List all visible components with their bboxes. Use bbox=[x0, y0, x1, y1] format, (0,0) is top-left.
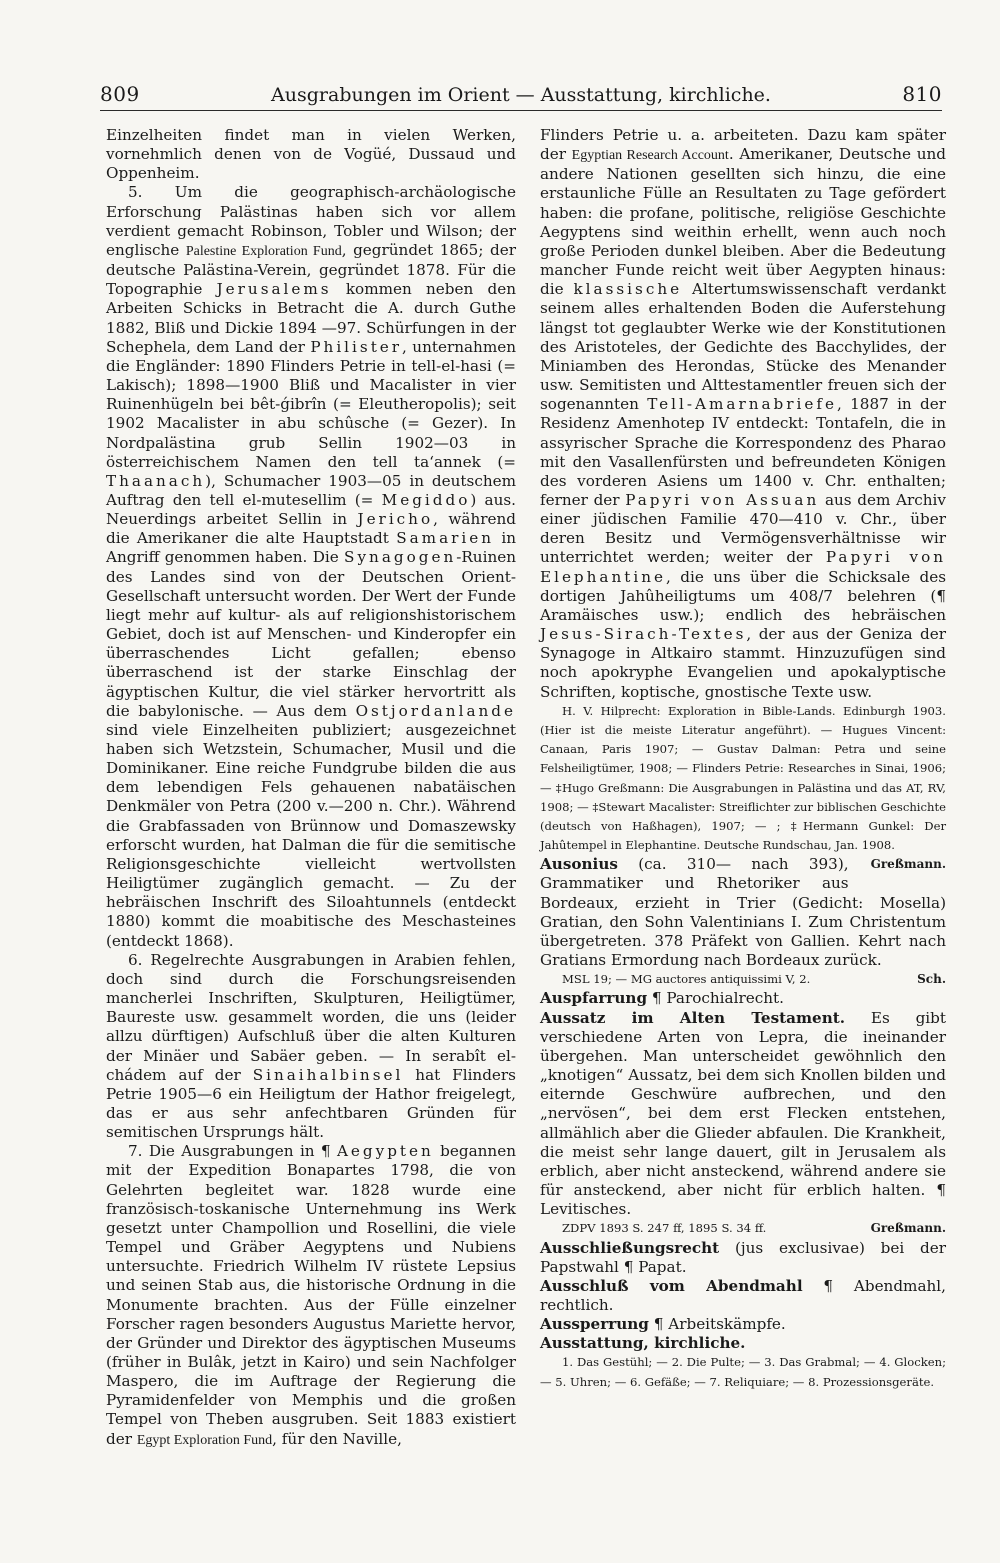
entry-aussperrung: Aussperrung ¶ Arbeitskämpfe. bbox=[540, 1315, 786, 1334]
right-column bbox=[540, 126, 946, 1392]
paragraph-intro: Einzelheiten findet man in vielen Werken, vornehmlich denen von de Vogüé, Dussaud und Oppenheim. bbox=[106, 126, 516, 183]
page-number-right: 810 bbox=[902, 82, 942, 106]
entry-auspfarrung: Auspfarrung ¶ Parochialrecht. bbox=[540, 989, 784, 1008]
literature-ausonius: MSL 19; — MG auctores antiquissimi V, 2. Sch. bbox=[540, 970, 946, 989]
author-signature: Greßmann. bbox=[870, 857, 946, 872]
paragraph-egypt-continued: Flinders Petrie u. a. arbeiteten. Dazu kam später der Egyptian Research Account. Amerikaner, Deutsche und andere Nationen gesellten sich hinzu, die eine erstaunliche Fülle an Resultaten zu Tage gefördert haben: die profane, politische, religiöse Geschichte Aegyptens sind weithin erhellt, wenn auch noch große Perioden dunkel bleiben. Aber die Bedeutung mancher Funde reicht weit über Aegypten hinaus: die klassische Altertumswissenschaft verdankt seinem alles erhaltenden Boden die Auferstehung längst tot geglaubter Werke wie der Konstitutionen des Aristoteles, der Gedichte des Bacchylides, der Miniamben des Herondas, Stücke des Menander usw. Semitisten und Alttestamentler freuen sich der sogenannten Tell-Amarnabriefe, 1887 in der Residenz Amenhotep IV entdeckt: Tontafeln, die in assyrischer Sprache die Korrespondenz des Pharao mit den Vasallenfürsten und befreundeten Königen des vorderen Asiens um 1400 v. Chr. enthalten; ferner der Papyri von Assuan aus dem Archiv einer jüdischen Familie 470—410 v. Chr., über deren Besitz und Vermögensverhältnisse wir unterrichtet werden; weiter der Papyri von Elephantine, die uns über die Schicksale des dortigen Jahûheiligtums um 408/7 belehren (¶ Aramäisches usw.); endlich des hebräischen Jesus-Sirach-Textes, der aus der Geniza der Synagoge in Altkairo stammt. Hinzuzufügen sind noch apokryphe Evangelien und apokalyptische Schriften, koptische, gnostische Texte usw. bbox=[540, 126, 946, 701]
entry-ausonius: Ausonius (ca. 310— nach 393), Grammatiker und Rhetoriker aus Bordeaux, erzieht in Trier (Gedicht: Mosella) Gratian, den Sohn Valentinians I. Zum Christentum übergetreten. 378 Präfekt von Gallien. Kehrt nach Gratians Ermordung nach Bordeaux zurück. bbox=[540, 855, 946, 970]
literature-aussatz: ZDPV 1893 S. 247 ff, 1895 S. 34 ff. Greßmann. bbox=[540, 1219, 946, 1238]
literature-ausgrabungen: H. V. Hilprecht: Exploration in Bible-Lands. Edinburgh 1903. (Hier ist die meiste Literatur angeführt). — Hugues Vincent: Canaan, Paris 1907; — Gustav Dalman: Petra und seine Felsheiligtümer, 1908; — Flinders Petrie: Researches in Sinai, 1906; — ‡Hugo Greßmann: Die Ausgrabungen in Palästina und das AT, RV, 1908; — ‡Stewart Macalister: Streiflichter zur biblischen Geschichte (deutsch von Haßhagen), 1907; — ; ‡Hermann Gunkel: Der Jahûtempel in Elephantine. Deutsche Rundschau, Jan. 1908. Greßmann. bbox=[540, 702, 946, 856]
entry-heading: Ausonius bbox=[540, 855, 618, 874]
running-title: Ausgrabungen im Orient — Ausstattung, kirchliche. bbox=[271, 84, 771, 106]
entry-heading: Auspfarrung bbox=[540, 989, 648, 1008]
author-signature: Sch. bbox=[917, 972, 946, 987]
page-number-left: 809 bbox=[100, 82, 140, 106]
entry-aussatz: Aussatz im Alten Testament. Es gibt verschiedene Arten von Lepra, die ineinander übergehen. Man unterscheidet gewöhnlich den „knotigen“ Aussatz, bei dem sich Knollen bilden und eiternde Geschwüre aufbrechen, und den „nervösen“, bei dem erst Flecken entstehen, allmählich aber die Glieder abfaulen. Die Krankheit, die meist sehr lange dauert, gilt in Jerusalem als erblich, aber nicht ansteckend, während andere sie für ansteckend, aber nicht für erblich halten. ¶ Levitisches. bbox=[540, 1008, 946, 1219]
running-header bbox=[100, 76, 942, 111]
entry-heading: Ausschließungsrecht bbox=[540, 1238, 720, 1257]
entry-heading: Ausstattung, kirchliche. bbox=[540, 1334, 746, 1353]
entry-heading: Aussperrung bbox=[540, 1315, 649, 1334]
entry-heading: Aussatz im Alten Testament. bbox=[540, 1008, 846, 1027]
entry-ausschluss-abendmahl: Ausschluß vom Abendmahl ¶ Abendmahl, rechtlich. bbox=[540, 1276, 946, 1314]
entry-ausschliessungsrecht: Ausschließungsrecht (jus exclusivae) bei der Papstwahl ¶ Papat. bbox=[540, 1238, 946, 1276]
entry-heading: Ausschluß vom Abendmahl bbox=[540, 1276, 803, 1295]
paragraph-section-7: 7. Die Ausgrabungen in ¶ Aegypten begannen mit der Expedition Bonapartes 1798, die von Gelehrten begleitet war. 1828 wurde eine französisch-toskanische Unternehmung ins Werk gesetzt unter Champollion und Rosellini, die viele Tempel und Gräber Aegyptens und Nubiens untersuchte. Friedrich Wilhelm IV rüstete Lepsius und seinen Stab aus, die historische Ordnung in die Monumente brachten. Aus der Fülle einzelner Forscher ragen besonders Augustus Mariette hervor, der Gründer und Direktor des ägyptischen Museums (früher in Bulâk, jetzt in Kairo) und sein Nachfolger Maspero, die im Auftrage der Regierung die Pyramidenfelder von Memphis und die großen Tempel von Theben ausgruben. Seit 1883 existiert der Egypt Exploration Fund, für den Naville, bbox=[106, 1142, 516, 1448]
author-signature: Greßmann. bbox=[870, 1221, 946, 1236]
paragraph-section-5: 5. Um die geographisch-archäologische Erforschung Palästinas haben sich vor allem verdient gemacht Robinson, Tobler und Wilson; der englische Palestine Exploration Fund, gegründet 1865; der deutsche Palästina-Verein, gegründet 1878. Für die Topographie Jerusalems kommen neben den Arbeiten Schicks in Betracht die A. durch Guthe 1882, Bliß und Dickie 1894 —97. Schürfungen in der Schephela, dem Land der Philister, unternahmen die Engländer: 1890 Flinders Petrie in tell-el-hasi (= Lakisch); 1898—1900 Bliß und Macalister in vier Ruinenhügeln bei bêt-ǵibrîn (= Eleutheropolis); seit 1902 Macalister in abu schûsche (= Gezer). In Nordpalästina grub Sellin 1902—03 in österreichischem Namen den tell ta‘annek (= Thaanach), Schumacher 1903—05 in deutschem Auftrag den tell el-mutesellim (= Megiddo) aus. Neuerdings arbeitet Sellin in Jericho, während die Amerikaner die alte Hauptstadt Samarien in Angriff genommen haben. Die Synagogen-Ruinen des Landes sind von der Deutschen Orient-Gesellschaft untersucht worden. Der Wert der Funde liegt mehr auf kultur- als auf religionshistorischem Gebiet, doch ist auf Menschen- und Kinderopfer ein überraschendes Licht gefallen; ebenso überraschend ist der starke Einschlag der ägyptischen Kultur, die viel stärker hervortritt als die babylonische. — Aus dem Ostjordanlande sind viele Einzelheiten publiziert; ausgezeichnet haben sich Wetzstein, Schumacher, Musil und die Dominikaner. Eine reiche Fundgrube bilden die aus dem lebendigen Fels gehauenen nabatäischen Denkmäler von Petra (200 v.—200 n. Chr.). Während die Grabfassaden von Brünnow und Domaszewsky erforscht wurden, hat Dalman die für die semitische Religionsgeschichte vielleicht wertvollsten Heiligtümer zugänglich gemacht. — Zu der hebräischen Inschrift des Siloahtunnels (entdeckt 1880) kommt die moabitische des Meschasteines (entdeckt 1868). bbox=[106, 183, 516, 950]
entry-ausstattung bbox=[540, 1334, 946, 1353]
ausstattung-outline: 1. Das Gestühl; — 2. Die Pulte; — 3. Das Grabmal; — 4. Glocken; — 5. Uhren; — 6. Gefäße; — 7. Reliquiare; — 8. Prozessionsgeräte. bbox=[540, 1355, 946, 1389]
left-column bbox=[106, 126, 516, 1450]
paragraph-section-6: 6. Regelrechte Ausgrabungen in Arabien fehlen, doch sind durch die Forschungsreisenden mancherlei Inschriften, Skulpturen, Heiligtümer, Baureste usw. gesammelt worden, die uns (leider allzu dürftigen) Aufschluß über die alten Kulturen der Minäer und Sabäer geben. — In serabît el-chádem auf der Sinaihalbinsel hat Flinders Petrie 1905—6 ein Heiligtum der Hathor freigelegt, das er aus sehr anfechtbaren Gründen für semitischen Ursprungs hält. bbox=[106, 950, 516, 1142]
